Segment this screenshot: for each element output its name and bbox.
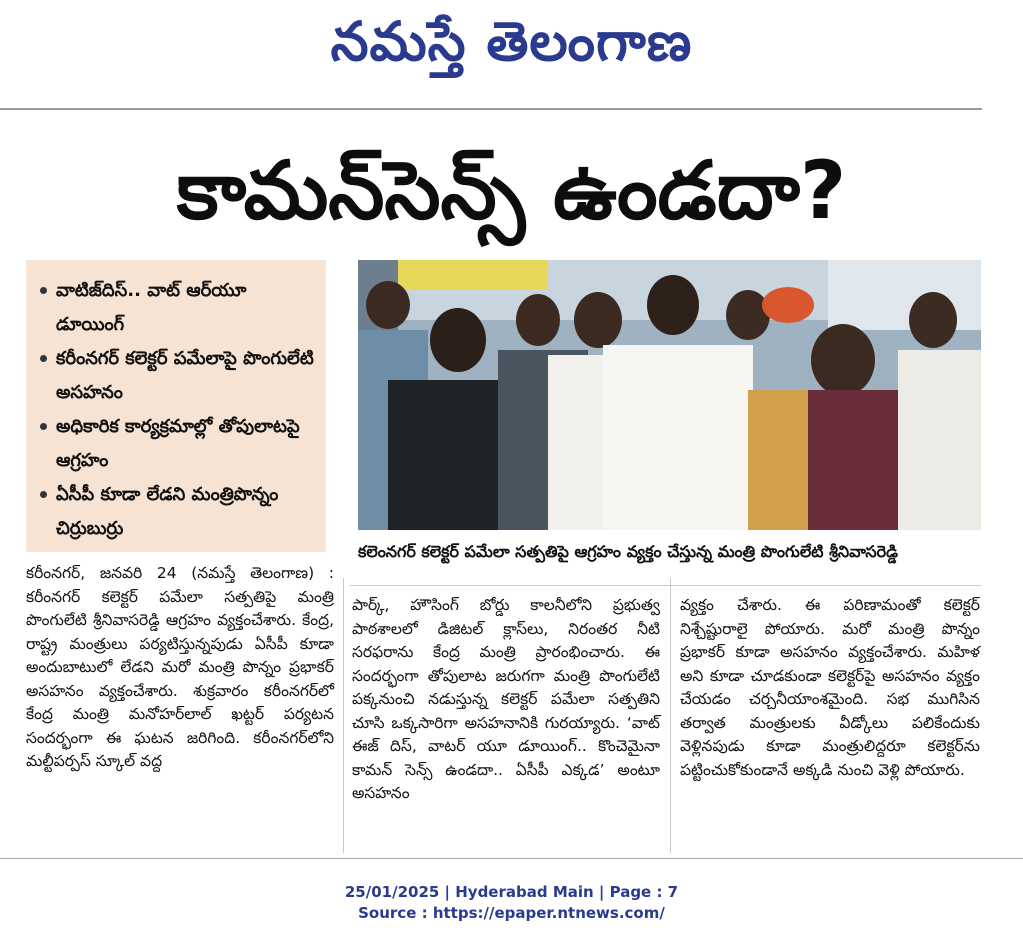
- bullet-icon: [40, 355, 47, 362]
- footer-date-edition: 25/01/2025 | Hyderabad Main | Page : 7: [344, 883, 679, 901]
- photo-caption: కలెంనగర్‌ కలెక్టర్‌ పమేలా సత్పతిపై ఆగ్రహం వ్యక్తం చేస్తున్న మంత్రి పొంగులేటి శ్రీనివాసరెడ్డి: [358, 542, 898, 561]
- masthead-divider: [0, 108, 982, 110]
- article-column-1: కరీంనగర్‌, జనవరి 24 (నమస్తే తెలంగాణ) : కరీంనగర్‌ కలెక్టర్‌ పమేలా సత్పతిపై మంత్రి పొంగులేటి శ్రీనివాసరెడ్డి ఆగ్రహం వ్యక్తంచేశారు. కేంద్ర, రాష్ట్ర మంత్రులు పర్యటిస్తున్నపుడు ఏసీపీ కూడా అందుబాటులో లేడని మరో మంత్రి పొన్నం ప్రభాకర్‌ అసహనం వ్యక్తంచేశారు. శుక్రవారం కరీంనగర్‌లో కేంద్ర మంత్రి మనోహర్‌లాల్‌ ఖట్టర్‌ పర్యటన సందర్భంగా ఈ ఘటన జరిగింది. కరీంనగర్‌లోని మల్టీపర్పస్‌ స్కూల్‌ వద్ద: [26, 564, 334, 770]
- footer-divider: [0, 858, 1023, 859]
- news-photo: [358, 260, 981, 530]
- column-divider: [343, 578, 344, 853]
- newspaper-masthead: నమస్తే తెలంగాణ: [330, 10, 693, 73]
- article-column-2: పార్క్‌, హౌసింగ్‌ బోర్డు కాలనీలోని ప్రభుత్వ పాఠశాలలో డిజిటల్‌ క్లాస్‌లు, నిరంతర నీటి సరఫరాను కేంద్ర మంత్రి ప్రారంభించారు. ఈ సందర్భంగా తోపులాట జరుగగా మంత్రి పొంగులేటి పక్కనుంచి నడుస్తున్న కలెక్టర్‌ పమేలా సత్పతిని చూసి ఒక్కసారిగా అసహనానికి గురయ్యారు. ‘వాట్‌ ఈజ్‌ దిస్‌, వాటర్‌ యూ డూయింగ్‌.. కొంచెమైనా కామన్‌ సెన్స్‌ ఉండదా.. ఏసీపీ ఎక్కడ’ అంటూ అసహనం: [352, 596, 660, 802]
- bullet-icon: [40, 287, 47, 294]
- bullet-icon: [40, 423, 47, 430]
- highlight-item: వాటిజ్‌దిస్‌.. వాట్‌ ఆర్‌యూ డూయింగ్‌: [40, 274, 316, 342]
- column-divider: [670, 578, 671, 853]
- article-headline: కామన్‌సెన్స్‌ ఉండదా?: [176, 144, 847, 237]
- article-column-3: వ్యక్తం చేశారు. ఈ పరిణామంతో కలెక్టర్‌ నిశ్చేష్టురాలై పోయారు. మరో మంత్రి పొన్నం ప్రభాకర్‌ కూడా అసహనం వ్యక్తంచేశారు. మహిళ అని కూడా చూడకుండా కలెక్టర్‌పై అసహనం వ్యక్తం చేయడం చర్చనీయాంశమైంది. సభ ముగిసిన తర్వాత మంత్రులకు వీడ్కోలు పలికేందుకు వెళ్లినపుడు కూడా మంత్రులిద్దరూ కలెక్టర్‌ను పట్టించుకోకుండానే అక్కడి నుంచి వెళ్లి పోయారు.: [680, 596, 980, 779]
- caption-divider: [350, 585, 981, 586]
- highlight-item: ఏసీపీ కూడా లేడని మంత్రిపొన్నం చిర్రుబుర్రు: [40, 478, 316, 546]
- highlight-item: కరీంనగర్‌ కలెక్టర్‌ పమేలాపై పొంగులేటి అసహనం: [40, 342, 316, 410]
- footer-source-link[interactable]: Source : https://epaper.ntnews.com/: [358, 904, 665, 922]
- highlight-item: అధికారిక కార్యక్రమాల్లో తోపులాటపై ఆగ్రహం: [40, 410, 316, 478]
- bullet-icon: [40, 491, 47, 498]
- page-footer: [0, 882, 1023, 924]
- highlights-box: [26, 260, 326, 552]
